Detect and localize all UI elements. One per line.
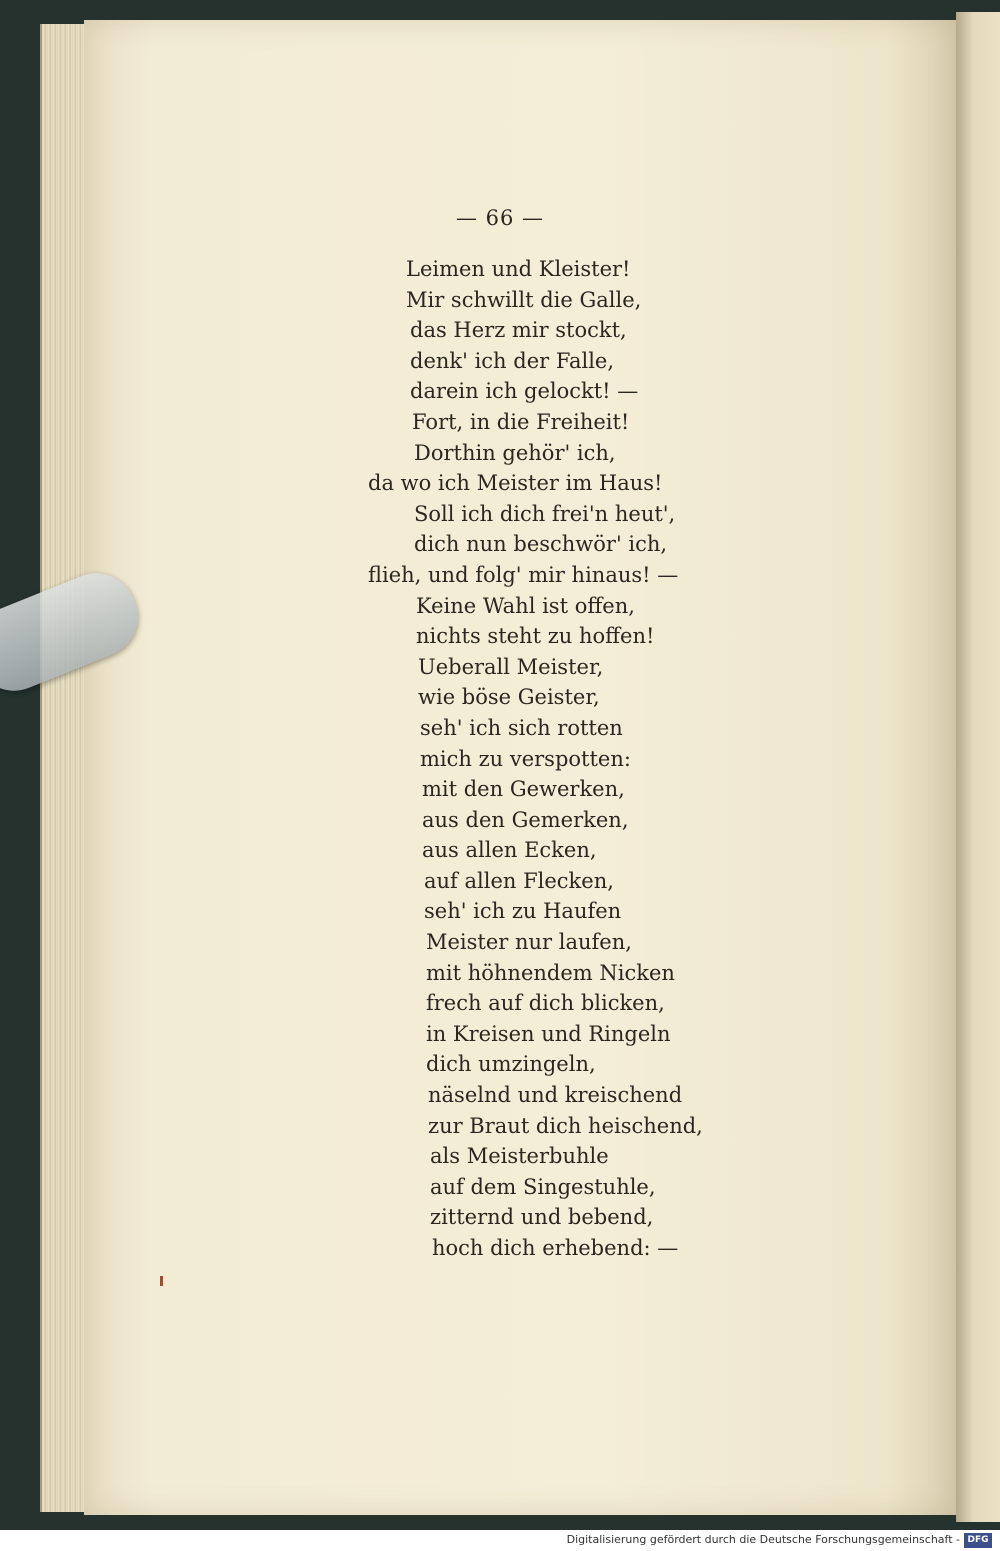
poem-line: Ueberall Meister,	[418, 654, 604, 679]
poem-line: seh' ich zu Haufen	[424, 899, 622, 924]
poem-line: denk' ich der Falle,	[410, 348, 615, 373]
poem-line: Mir schwillt die Galle,	[406, 287, 642, 312]
ink-mark	[160, 1276, 163, 1286]
poem-line: Fort, in die Freiheit!	[412, 409, 630, 434]
poem-line: aus allen Ecken,	[422, 838, 597, 863]
poem-text	[340, 254, 760, 1264]
poem-line: darein ich gelockt! —	[410, 379, 639, 404]
poem-line: da wo ich Meister im Haus!	[368, 471, 663, 496]
poem-line: wie böse Geister,	[418, 685, 600, 710]
poem-line: Keine Wahl ist offen,	[416, 593, 635, 618]
poem-line: dich umzingeln,	[426, 1052, 596, 1077]
poem-line: Meister nur laufen,	[426, 930, 632, 955]
poem-line: auf dem Singestuhle,	[430, 1174, 656, 1199]
funding-notice: Digitalisierung gefördert durch die Deutsche Forschungsgemeinschaft -	[566, 1533, 960, 1546]
poem-line: das Herz mir stockt,	[410, 318, 627, 343]
dfg-logo: DFG	[964, 1533, 992, 1548]
poem-line: frech auf dich blicken,	[426, 991, 665, 1016]
poem-line: zitternd und bebend,	[430, 1205, 654, 1230]
poem-line: näselnd und kreischend	[428, 1083, 683, 1108]
poem-line: in Kreisen und Ringeln	[426, 1021, 671, 1046]
facing-page-edge	[956, 12, 1000, 1522]
poem-line: als Meisterbuhle	[430, 1144, 609, 1169]
poem-line: zur Braut dich heischend,	[428, 1113, 703, 1138]
poem-line: dich nun beschwör' ich,	[414, 532, 668, 557]
poem-line: hoch dich erhebend: —	[432, 1236, 679, 1260]
poem-line: Dorthin gehör' ich,	[414, 440, 616, 465]
footer-bar	[0, 1530, 1000, 1551]
poem-line: flieh, und folg' mir hinaus! —	[368, 562, 679, 587]
poem-line: Soll ich dich frei'n heut',	[414, 501, 676, 526]
poem-line: seh' ich sich rotten	[420, 715, 623, 740]
poem-line: nichts steht zu hoffen!	[416, 624, 655, 649]
poem-line: mich zu verspotten:	[420, 746, 631, 771]
poem-line: mit den Gewerken,	[422, 777, 625, 802]
poem-line: Leimen und Kleister!	[406, 257, 631, 281]
poem-line: auf allen Flecken,	[424, 868, 614, 893]
poem-line: mit höhnendem Nicken	[426, 960, 675, 985]
poem-line: aus den Gemerken,	[422, 807, 629, 832]
page-number: — 66 —	[455, 206, 545, 230]
